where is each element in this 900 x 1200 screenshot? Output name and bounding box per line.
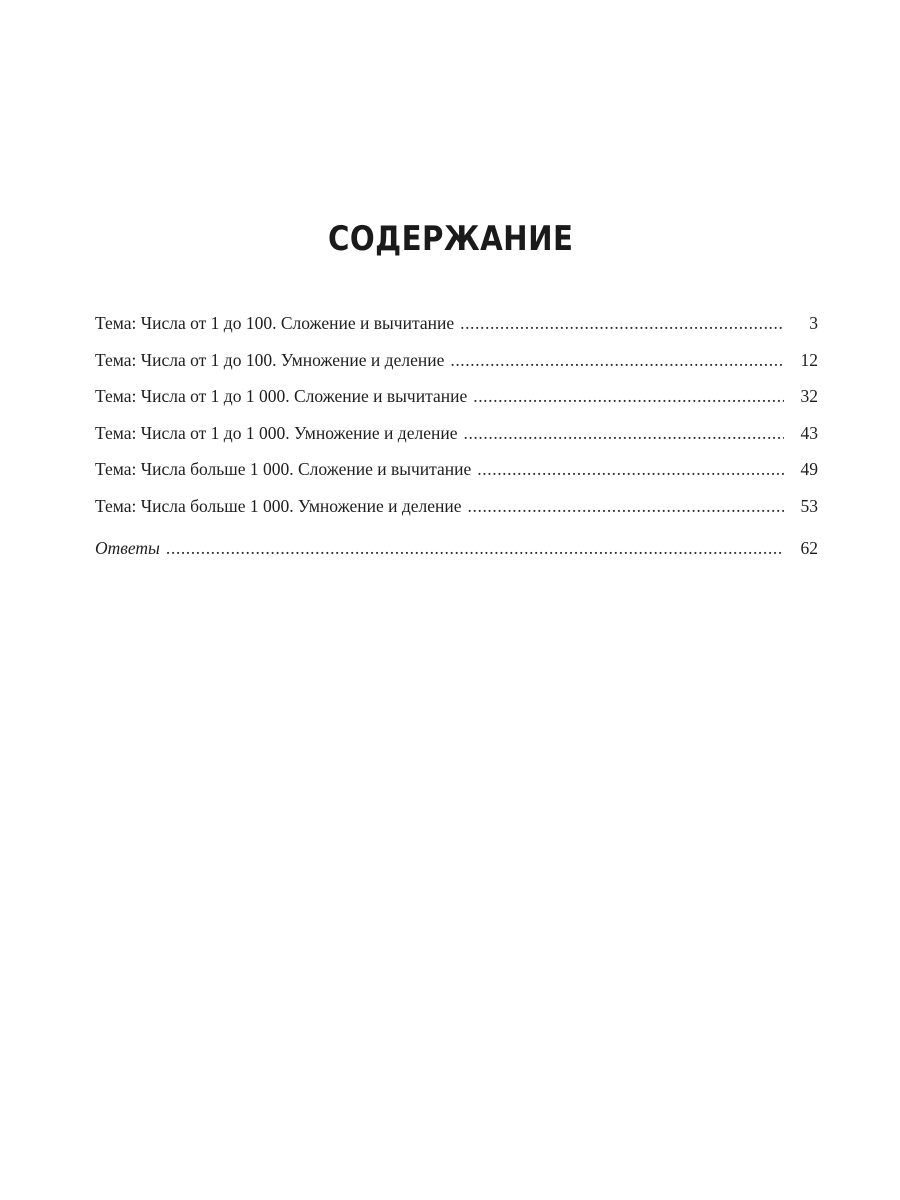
toc-entry-page: 53: [800, 495, 818, 516]
toc-entry: [95, 310, 818, 347]
toc-entry-answers: [95, 535, 818, 572]
dot-leader: [468, 493, 784, 519]
toc-entry-page: 43: [800, 422, 818, 443]
toc-entry: [95, 420, 818, 457]
toc-entry-label: Тема: Числа больше 1 000. Умножение и деление: [95, 495, 462, 516]
toc-entry-label: Ответы: [95, 538, 160, 558]
toc-entry-page: 3: [809, 313, 818, 333]
toc-entry-label: Тема: Числа от 1 до 100. Сложение и вычитание: [95, 313, 455, 333]
toc-entry: [95, 383, 818, 420]
dot-leader: [166, 535, 784, 561]
toc-entry: [95, 347, 818, 384]
toc-entry-label: Тема: Числа от 1 до 1 000. Сложение и вычитание: [95, 386, 468, 406]
dot-leader: [473, 383, 784, 409]
toc-entry: [95, 456, 818, 493]
toc-entry-page: 12: [800, 349, 818, 370]
dot-leader: [450, 347, 784, 373]
toc-entry: [95, 493, 818, 530]
table-of-contents: [95, 310, 818, 572]
toc-entry-label: Тема: Числа больше 1 000. Сложение и вычитание: [95, 459, 472, 479]
toc-entry-page: 49: [800, 459, 818, 479]
dot-leader: [477, 456, 784, 482]
toc-entry-label: Тема: Числа от 1 до 1 000. Умножение и деление: [95, 422, 458, 443]
toc-entry-page: 62: [800, 538, 818, 558]
dot-leader: [463, 420, 784, 446]
toc-entry-page: 32: [800, 386, 818, 406]
contents-title: СОДЕРЖАНИЕ: [327, 219, 574, 259]
dot-leader: [460, 310, 784, 336]
toc-entry-label: Тема: Числа от 1 до 100. Умножение и деление: [95, 349, 445, 370]
